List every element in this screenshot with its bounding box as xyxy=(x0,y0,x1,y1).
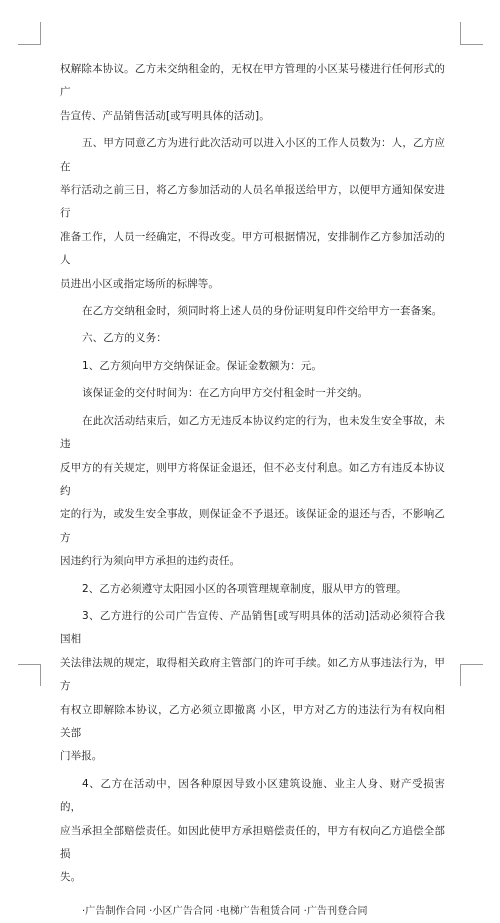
paragraph-p3 xyxy=(60,327,445,350)
paragraph-p2 xyxy=(60,300,445,323)
paragraph-p9 xyxy=(60,773,445,890)
crop-mark-bottom-right-v xyxy=(460,664,461,686)
paragraph-p1 xyxy=(60,132,445,296)
text-line: 3、乙方进行的公司广告宣传、产品销售[或写明具体的活动]活动必须符合我国相 xyxy=(60,609,445,646)
text-line: 五、甲方同意乙方为进行此次活动可以进入小区的工作人员数为：人，乙方应在 xyxy=(60,137,445,173)
text-line: 在乙方交纳租金时，须同时将上述人员的身份证明复印件交给甲方一套备案。 xyxy=(82,305,443,318)
text-line: 告宣传、产品销售活动[或写明具体的活动]。 xyxy=(60,109,270,122)
crop-mark-bottom-left-v xyxy=(40,664,41,686)
text-line: 六、乙方的义务： xyxy=(82,332,167,345)
text-line: 2、乙方必须遵守太阳园小区的各项管理规章制度，服从甲方的管理。 xyxy=(82,582,407,595)
crop-mark-top-right-v xyxy=(460,22,461,44)
text-line: 门举报。 xyxy=(60,750,103,763)
text-line: 员进出小区或指定场所的标牌等。 xyxy=(60,277,219,290)
text-line: 有权立即解除本协议，乙方必须立即撤离 小区，甲方对乙方的违法行为有权向相关部 xyxy=(60,703,445,739)
text-line: 4、乙方在活动中，因各种原因导致小区建筑设施、业主人身、财产受损害的， xyxy=(60,777,445,814)
paragraph-gap xyxy=(60,890,445,900)
related-links[interactable]: ·广告制作合同 ·小区广告合同 ·电梯广告租赁合同 ·广告刊登合同 xyxy=(82,905,368,917)
text-line: 权解除本协议。乙方未交纳租金的，无权在甲方管理的小区某号楼进行任何形式的广 xyxy=(60,63,445,99)
crop-mark-top-left-v xyxy=(40,22,41,44)
crop-mark-bottom-left-h xyxy=(18,664,41,665)
paragraph-p8 xyxy=(60,605,445,769)
text-line: 应当承担全部赔偿责任。如因此使甲方承担赔偿责任的，甲方有权向乙方追偿全部损 xyxy=(60,824,445,860)
text-line: 1、乙方须向甲方交纳保证金。保证金数额为：元。 xyxy=(82,359,322,372)
text-line: 举行活动之前三日，将乙方参加活动的人员名单报送给甲方，以便甲方通知保安进行 xyxy=(60,184,445,220)
crop-mark-bottom-right-h xyxy=(460,664,483,665)
text-line: 反甲方的有关规定，则甲方将保证金退还，但不必支付利息。如乙方有违反本协议约 xyxy=(60,461,445,497)
paragraph-p6 xyxy=(60,410,445,574)
crop-mark-top-right-h xyxy=(460,44,483,45)
text-line: 准备工作，人员一经确定，不得改变。甲方可根据情况，安排制作乙方参加活动的人 xyxy=(60,230,445,267)
paragraph-p5 xyxy=(60,382,445,405)
crop-mark-top-left-h xyxy=(18,44,41,45)
text-line: 在此次活动结束后，如乙方无违反本协议约定的行为，也未发生安全事故，未违 xyxy=(60,414,445,451)
text-line: 定的行为，或发生安全事故，则保证金不予退还。该保证金的退还与否，不影响乙方 xyxy=(60,508,445,544)
document-body xyxy=(60,58,445,923)
paragraph-p7 xyxy=(60,578,445,601)
text-line: 关法律法规的规定，取得相关政府主管部门的许可手续。如乙方从事违法行为，甲方 xyxy=(60,656,445,693)
paragraph-p4 xyxy=(60,355,445,378)
text-line: 因违约行为须向甲方承担的违约责任。 xyxy=(60,555,241,568)
text-line: 该保证金的交付时间为：在乙方向甲方交付租金时一并交纳。 xyxy=(82,387,369,400)
text-line: 失。 xyxy=(60,871,82,884)
paragraph-p0 xyxy=(60,58,445,128)
